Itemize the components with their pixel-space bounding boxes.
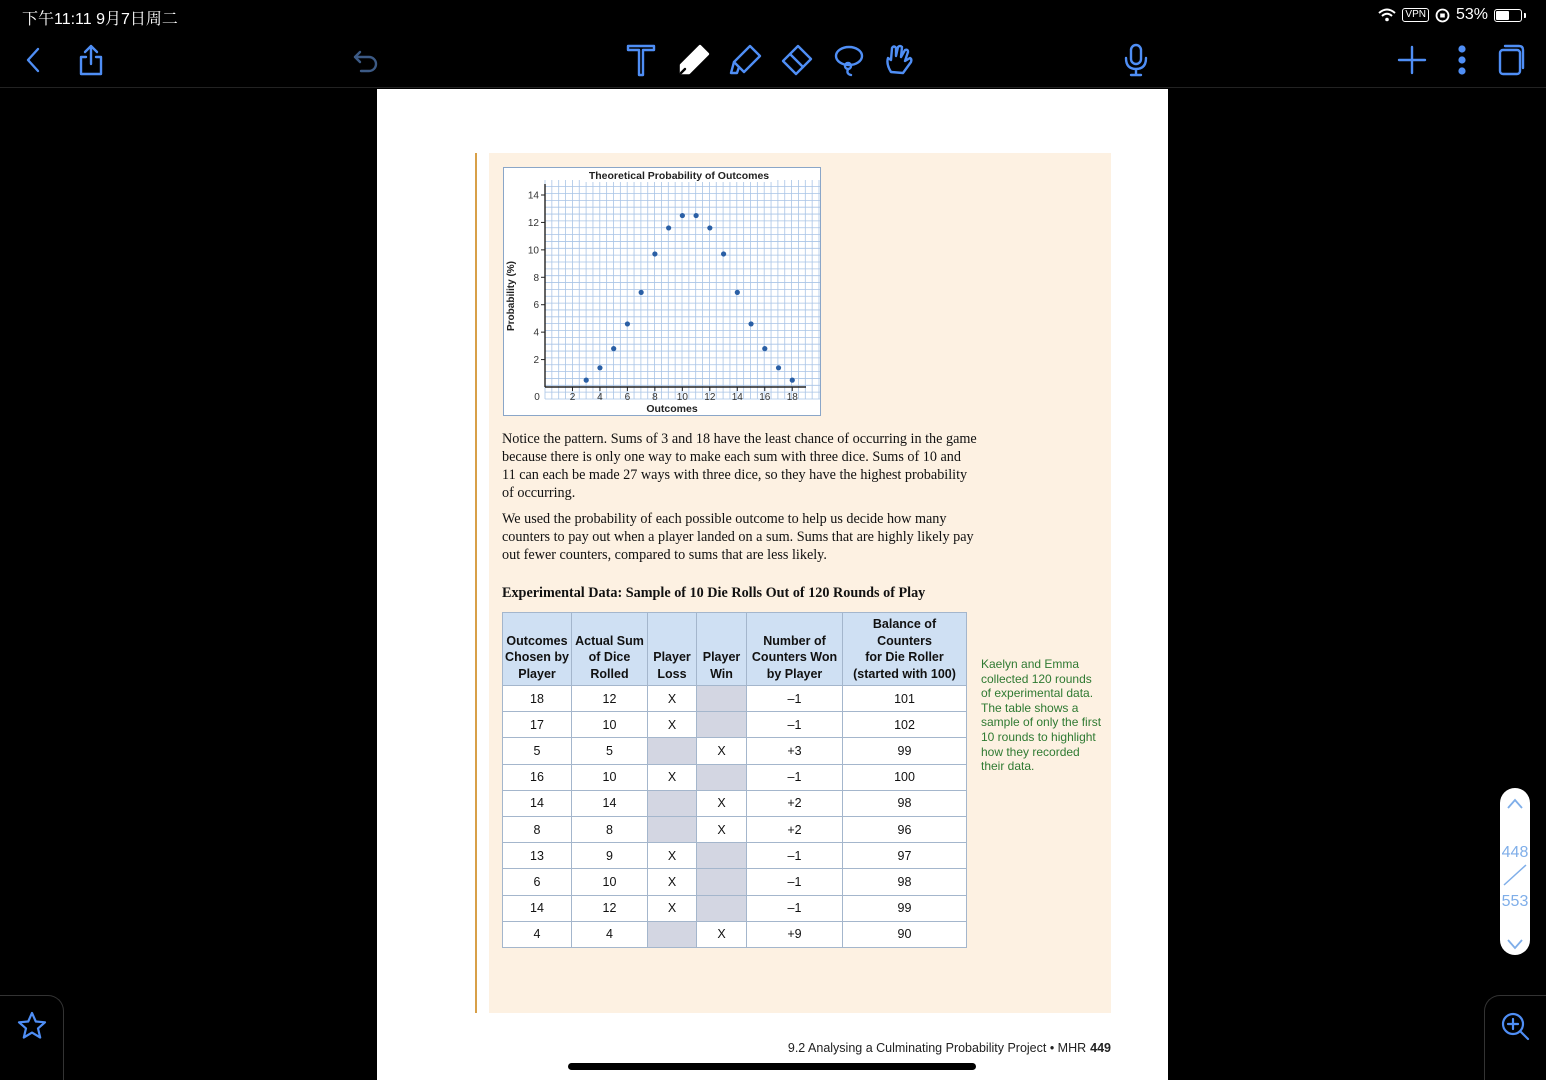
header-line: Rolled bbox=[590, 666, 629, 681]
table-cell: +2 bbox=[747, 816, 843, 842]
table-cell bbox=[697, 843, 747, 869]
table-cell: +2 bbox=[747, 790, 843, 816]
microphone-button[interactable] bbox=[1114, 38, 1158, 82]
table-cell: 102 bbox=[843, 712, 967, 738]
pages-icon bbox=[1496, 43, 1526, 77]
table-cell: 101 bbox=[843, 686, 967, 712]
table-cell bbox=[648, 921, 697, 947]
share-icon bbox=[76, 43, 106, 77]
table-cell: 8 bbox=[572, 816, 648, 842]
header-line: Number of bbox=[763, 633, 826, 648]
table-cell: 17 bbox=[503, 712, 572, 738]
table-cell: –1 bbox=[747, 869, 843, 895]
right-corner-panel bbox=[1484, 995, 1546, 1080]
data-point bbox=[625, 321, 630, 326]
header-line: Counters Won bbox=[751, 650, 838, 664]
table-row bbox=[503, 843, 967, 869]
side-note: Kaelyn and Emma collected 120 rounds of experimental data. The table shows a sample of only the first 10 rounds to highlight how they recorded their data. bbox=[981, 657, 1102, 774]
table-row bbox=[503, 921, 967, 947]
table-row bbox=[503, 869, 967, 895]
header-line: Win bbox=[710, 666, 733, 681]
y-tick-label: 10 bbox=[527, 245, 539, 257]
table-cell bbox=[648, 738, 697, 764]
table-row bbox=[503, 816, 967, 842]
data-point bbox=[776, 365, 781, 370]
table-cell: 4 bbox=[503, 921, 572, 947]
table-cell: 14 bbox=[503, 895, 572, 921]
zoom-in-button[interactable] bbox=[1493, 1004, 1537, 1048]
header-line: Player bbox=[653, 650, 691, 664]
battery-percent: 53% bbox=[1455, 6, 1488, 23]
header-line: Player bbox=[702, 650, 741, 664]
eraser-button[interactable] bbox=[775, 38, 819, 82]
table-cell: X bbox=[648, 764, 697, 790]
table-row bbox=[503, 686, 967, 712]
table-cell: X bbox=[648, 869, 697, 895]
zoom-in-icon bbox=[1499, 1010, 1531, 1042]
x-tick-label: 8 bbox=[652, 392, 658, 403]
status-bar bbox=[0, 0, 1546, 30]
highlighter-button[interactable] bbox=[724, 38, 768, 82]
table-cell: 9 bbox=[572, 843, 648, 869]
x-tick-label: 12 bbox=[704, 392, 716, 403]
battery-icon bbox=[1494, 9, 1522, 22]
table-cell: 99 bbox=[843, 738, 967, 764]
y-tick-label: 4 bbox=[533, 327, 539, 339]
header-line: of Dice bbox=[588, 650, 631, 664]
table-cell: 96 bbox=[843, 816, 967, 842]
table-cell: –1 bbox=[747, 686, 843, 712]
table-cell: 13 bbox=[503, 843, 572, 869]
data-point bbox=[707, 225, 712, 230]
header-counters-won bbox=[747, 613, 843, 686]
back-button[interactable] bbox=[12, 38, 56, 82]
pages-button[interactable] bbox=[1489, 38, 1533, 82]
header-line: Actual Sum bbox=[575, 633, 644, 648]
y-tick-label: 14 bbox=[527, 190, 539, 202]
header-line: for Die Roller bbox=[865, 650, 944, 664]
y-tick-label: 2 bbox=[533, 355, 539, 367]
table-cell bbox=[697, 895, 747, 921]
left-corner-panel bbox=[0, 995, 64, 1080]
y-tick-label: 12 bbox=[527, 217, 539, 229]
y-tick-label: 8 bbox=[533, 272, 539, 284]
table-cell: X bbox=[697, 921, 747, 947]
data-point bbox=[694, 213, 699, 218]
table-row bbox=[503, 764, 967, 790]
table-cell: 97 bbox=[843, 843, 967, 869]
table-cell: 90 bbox=[843, 921, 967, 947]
x-tick-label: 14 bbox=[731, 392, 743, 403]
table-cell: 12 bbox=[572, 895, 648, 921]
table-cell: 10 bbox=[572, 712, 648, 738]
table-cell: +9 bbox=[747, 921, 843, 947]
table-row bbox=[503, 712, 967, 738]
table-row bbox=[503, 790, 967, 816]
header-line: Balance of Counters bbox=[872, 617, 937, 648]
table-cell: 14 bbox=[503, 790, 572, 816]
table-cell: 14 bbox=[572, 790, 648, 816]
probability-chart bbox=[503, 167, 821, 416]
table-cell: X bbox=[648, 712, 697, 738]
table-cell: 16 bbox=[503, 764, 572, 790]
table-cell bbox=[697, 712, 747, 738]
data-point bbox=[721, 251, 726, 256]
table-title: Experimental Data: Sample of 10 Die Rolls Out of 120 Rounds of Play bbox=[502, 585, 926, 601]
eraser-icon bbox=[779, 42, 815, 78]
page-number: 449 bbox=[1090, 1041, 1111, 1055]
wifi-icon bbox=[1378, 8, 1396, 22]
scroll-up-icon[interactable] bbox=[1500, 788, 1530, 818]
chart-svg bbox=[504, 168, 820, 415]
table-row bbox=[503, 895, 967, 921]
x-tick-label: 16 bbox=[759, 392, 771, 403]
hand-pointer-icon bbox=[881, 42, 917, 78]
total-pages: 553 bbox=[1501, 893, 1529, 910]
data-point bbox=[666, 225, 671, 230]
header-line: Chosen by bbox=[505, 650, 569, 664]
footer-text: 9.2 Analysing a Culminating Probability Project • MHR bbox=[787, 1041, 1087, 1055]
home-indicator[interactable] bbox=[568, 1063, 976, 1070]
table-cell: 100 bbox=[843, 764, 967, 790]
y-axis-label: Probability (%) bbox=[506, 260, 517, 332]
scroll-down-icon[interactable] bbox=[1500, 930, 1530, 960]
table-cell: 6 bbox=[503, 869, 572, 895]
origin-label: 0 bbox=[534, 392, 540, 403]
share-button[interactable] bbox=[69, 38, 113, 82]
header-player-loss bbox=[648, 613, 697, 686]
table-cell: 5 bbox=[572, 738, 648, 764]
table-cell: X bbox=[648, 686, 697, 712]
table-cell: X bbox=[697, 738, 747, 764]
data-point bbox=[597, 365, 602, 370]
table-cell: 8 bbox=[503, 816, 572, 842]
add-icon bbox=[1396, 44, 1428, 76]
vpn-badge: VPN bbox=[1402, 8, 1429, 22]
x-tick-label: 4 bbox=[597, 392, 603, 403]
data-point bbox=[611, 346, 616, 351]
text-tool-button[interactable] bbox=[619, 38, 663, 82]
table-cell: 10 bbox=[572, 869, 648, 895]
header-line: by Player bbox=[766, 666, 823, 681]
chart-title: Theoretical Probability of Outcomes bbox=[588, 170, 770, 182]
table-cell: X bbox=[697, 790, 747, 816]
orientation-lock-icon bbox=[1435, 8, 1450, 23]
data-point bbox=[735, 290, 740, 295]
pen-button[interactable] bbox=[672, 38, 716, 82]
more-button[interactable] bbox=[1440, 38, 1484, 82]
x-tick-label: 10 bbox=[676, 392, 688, 403]
data-point bbox=[748, 321, 753, 326]
table-cell: 98 bbox=[843, 790, 967, 816]
document-page bbox=[377, 89, 1168, 1080]
lasso-icon bbox=[831, 42, 867, 78]
table-cell: +3 bbox=[747, 738, 843, 764]
toolbar bbox=[0, 30, 1546, 88]
table-cell: –1 bbox=[747, 764, 843, 790]
table-row bbox=[503, 738, 967, 764]
data-point bbox=[762, 346, 767, 351]
table-cell: 10 bbox=[572, 764, 648, 790]
lasso-button[interactable] bbox=[827, 38, 871, 82]
table-cell: –1 bbox=[747, 843, 843, 869]
table-cell: –1 bbox=[747, 895, 843, 921]
table-header-row bbox=[503, 613, 967, 686]
undo-icon bbox=[352, 46, 380, 74]
text-tool-icon bbox=[624, 42, 658, 78]
table-cell: 5 bbox=[503, 738, 572, 764]
header-actual-sum bbox=[572, 613, 648, 686]
microphone-icon bbox=[1122, 42, 1150, 78]
star-icon bbox=[16, 1010, 48, 1042]
header-player-win bbox=[697, 613, 747, 686]
y-tick-label: 6 bbox=[533, 300, 539, 312]
payout-paragraph: We used the probability of each possible outcome to help us decide how many counters to pay out when a player landed on a sum. Sums that are highly likely pay out fewer counters, compared to sums that are less likely. bbox=[502, 511, 974, 563]
table-cell: 12 bbox=[572, 686, 648, 712]
x-axis-label: Outcomes bbox=[646, 403, 698, 415]
header-line: Outcomes bbox=[506, 633, 568, 648]
x-tick-label: 6 bbox=[624, 392, 631, 403]
table-cell bbox=[697, 869, 747, 895]
table-cell: X bbox=[697, 816, 747, 842]
page-footer bbox=[788, 1041, 1111, 1055]
margin-rule bbox=[475, 153, 477, 1013]
status-indicators bbox=[1378, 6, 1526, 24]
experimental-data-table bbox=[502, 612, 967, 948]
x-tick-label: 2 bbox=[569, 392, 576, 403]
x-tick-label: 18 bbox=[786, 392, 798, 403]
header-outcomes-chosen bbox=[503, 613, 572, 686]
status-time: 下午11:11 9月7日周二 bbox=[22, 11, 178, 28]
table-cell: 4 bbox=[572, 921, 648, 947]
table-cell: 18 bbox=[503, 686, 572, 712]
undo-button[interactable] bbox=[344, 38, 388, 82]
table-cell bbox=[697, 686, 747, 712]
add-button[interactable] bbox=[1390, 38, 1434, 82]
data-point bbox=[680, 213, 685, 218]
table-cell: X bbox=[648, 843, 697, 869]
header-line: Loss bbox=[657, 666, 687, 681]
favorite-button[interactable] bbox=[10, 1004, 54, 1048]
more-icon bbox=[1457, 44, 1467, 76]
table-cell: 98 bbox=[843, 869, 967, 895]
pattern-paragraph: Notice the pattern. Sums of 3 and 18 have the least chance of occurring in the game because there is only one way to make each sum with three dice. Sums of 10 and 11 can each be made 27 ways with three dice, so they have the highest probability of occurring. bbox=[502, 431, 977, 501]
pen-icon bbox=[676, 42, 712, 78]
table-cell bbox=[648, 790, 697, 816]
data-point bbox=[652, 251, 657, 256]
data-point bbox=[790, 378, 795, 383]
table-cell: X bbox=[648, 895, 697, 921]
table-cell bbox=[648, 816, 697, 842]
header-line: Player bbox=[518, 666, 556, 681]
current-page: 448 bbox=[1501, 844, 1529, 861]
back-chevron-icon bbox=[22, 45, 46, 75]
table-cell: 99 bbox=[843, 895, 967, 921]
table-cell: –1 bbox=[747, 712, 843, 738]
highlighter-icon bbox=[728, 42, 764, 78]
data-point bbox=[584, 378, 589, 383]
data-point bbox=[639, 290, 644, 295]
hand-tool-button[interactable] bbox=[877, 38, 921, 82]
header-balance bbox=[843, 613, 967, 686]
table-cell bbox=[697, 764, 747, 790]
header-line: (started with 100) bbox=[853, 666, 956, 681]
page-indicator[interactable] bbox=[1500, 788, 1530, 955]
